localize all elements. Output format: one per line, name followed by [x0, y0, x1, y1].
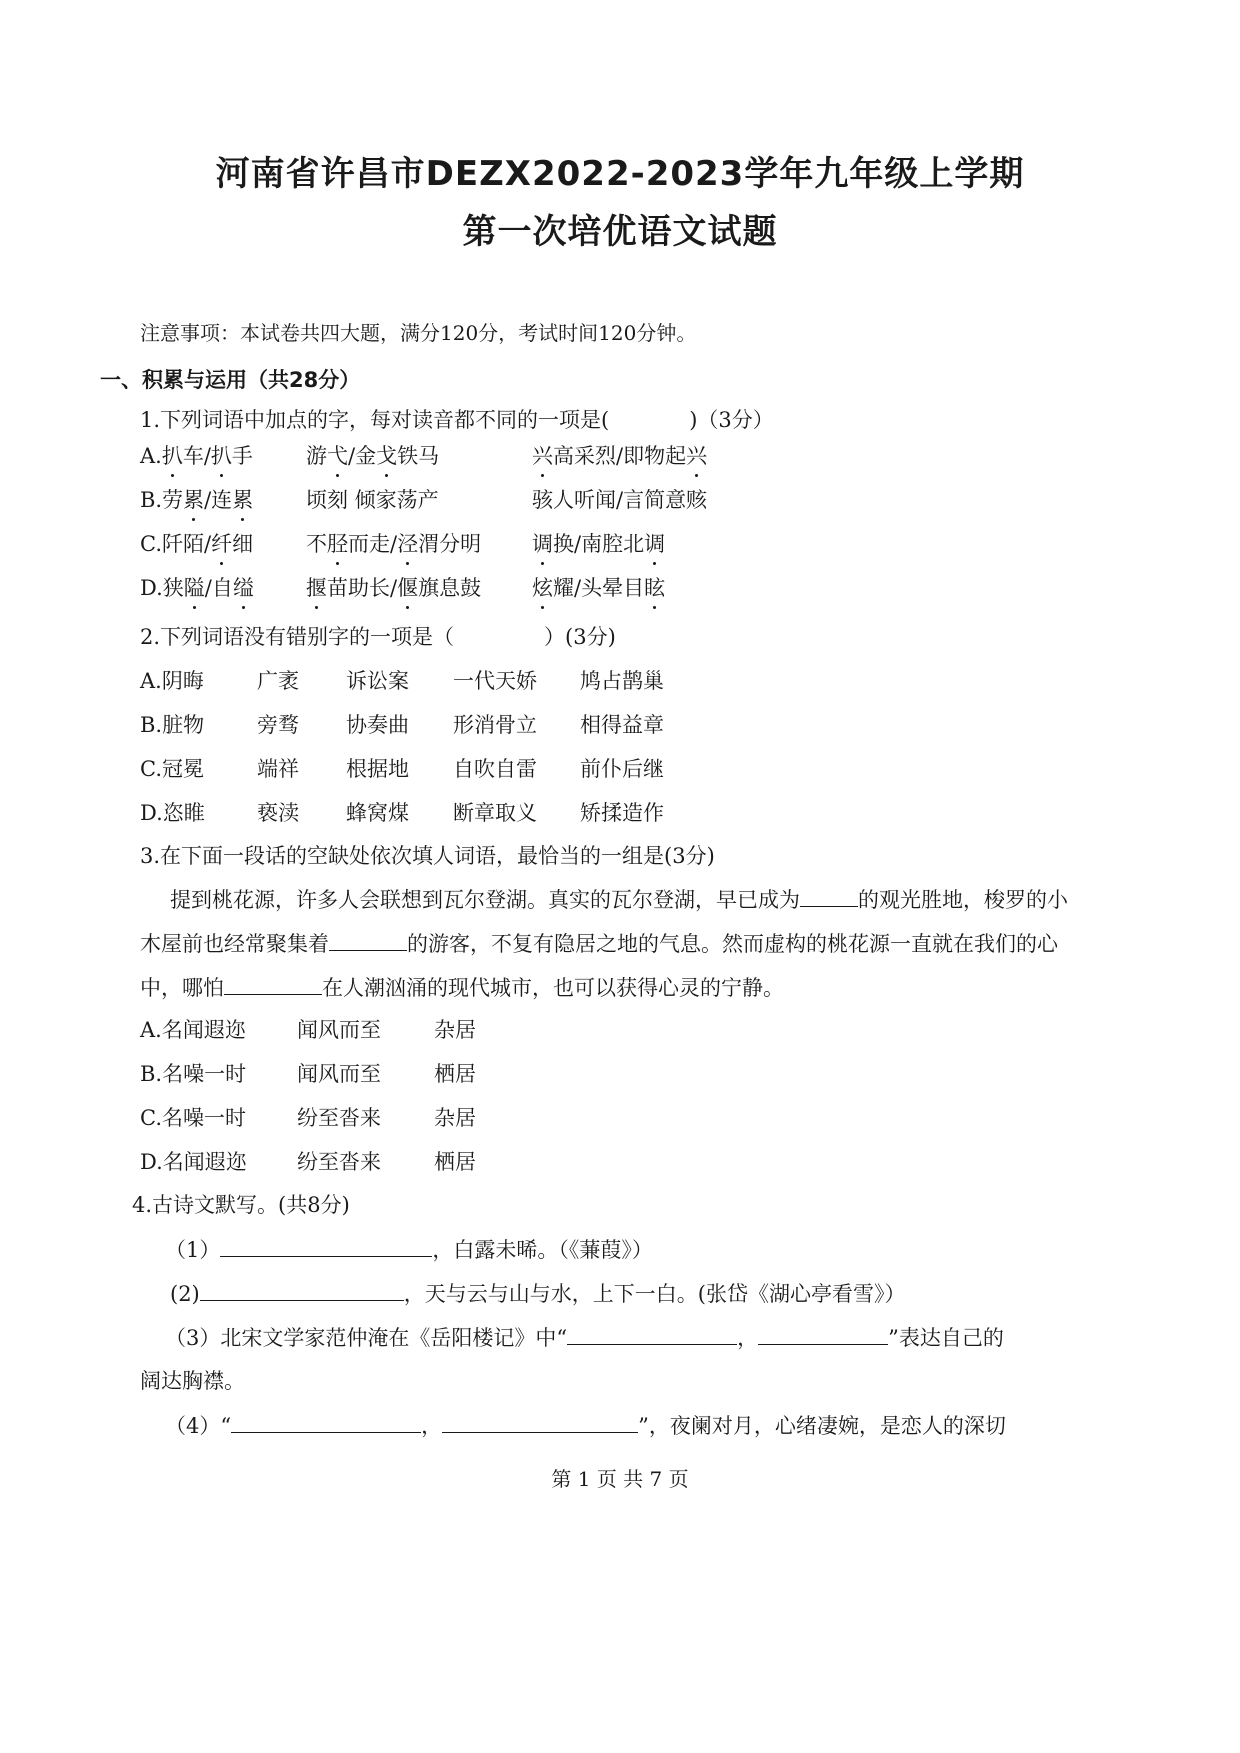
exam-title-line1: 河南省许昌市DEZX2022-2023学年九年级上学期	[215, 154, 1025, 194]
exam-notice: 注意事项：本试卷共四大题，满分120分，考试时间120分钟。	[140, 321, 697, 345]
dotted-char: 缢	[232, 576, 254, 600]
q1-option-c-word3	[532, 529, 665, 559]
option-cell: 端祥	[257, 757, 299, 781]
dotted-char: 揠	[306, 576, 327, 600]
word-text: 换/南腔北	[553, 532, 645, 556]
option-cell: 相得益章	[580, 713, 664, 737]
word-text: 顷刻 倾	[306, 488, 376, 512]
q1-option-c-word2	[306, 529, 481, 559]
dotted-char: 调	[532, 532, 553, 556]
q4-sub3	[165, 1322, 1004, 1353]
option-cell: 诉讼案	[346, 669, 409, 693]
word-text: 苗助长/	[327, 576, 398, 600]
q1-option-d-word3	[532, 573, 665, 603]
word-text: 阡陌/	[162, 532, 212, 556]
sub-text: ，	[737, 1326, 759, 1350]
sub-text: ，	[421, 1414, 443, 1438]
q3-passage-line1	[170, 884, 1068, 915]
option-cell: 纷至沓来	[297, 1150, 381, 1174]
dotted-char: 扒	[210, 444, 232, 468]
fill-blank[interactable]	[758, 1322, 888, 1345]
word-text: 手	[231, 444, 253, 468]
option-cell: 杂居	[434, 1106, 476, 1130]
passage-text: 木屋前也经常聚集着	[140, 932, 329, 956]
word-text: 劳	[162, 488, 184, 512]
question-3-stem: 3.在下面一段话的空缺处依次填人词语，最恰当的一组是(3分)	[140, 844, 715, 868]
sub-text: （3）北宋文学家范仲淹在《岳阳楼记》中“	[165, 1326, 568, 1350]
question-4-stem: 4.古诗文默写。(共8分)	[132, 1193, 350, 1217]
dotted-char: 调	[644, 532, 666, 556]
word-text: 耀/头晕目	[553, 576, 645, 600]
dotted-char: 眩	[644, 576, 666, 600]
option-cell: 栖居	[434, 1150, 476, 1174]
q1-option-b-word2	[306, 485, 439, 515]
option-cell: 闻风而至	[297, 1018, 381, 1042]
q4-sub3-continued: 阔达胸襟。	[140, 1369, 245, 1393]
q1-stem-tail: )（3分）	[689, 408, 774, 432]
sub-text: ”，夜阑对月，心绪凄婉，是恋人的深切	[638, 1414, 1006, 1438]
dotted-char: 累	[183, 488, 205, 512]
option-cell: 根据地	[346, 757, 409, 781]
question-1-stem	[140, 405, 774, 435]
dotted-char: 胫	[327, 532, 348, 556]
option-cell: 前仆后继	[580, 757, 664, 781]
passage-text: 中，哪怕	[140, 976, 224, 1000]
passage-text: 的游客，不复有隐居之地的气息。然而虚构的桃花源一直就在我们的心	[407, 932, 1058, 956]
exam-title-line2: 第一次培优语文试题	[462, 212, 778, 252]
word-text: 铁马	[397, 444, 440, 468]
option-cell: C.冠冕	[140, 757, 204, 781]
option-cell: C.名噪一时	[140, 1106, 246, 1130]
option-cell: 蜂窝煤	[346, 801, 409, 825]
q3-passage-line2	[140, 928, 1058, 959]
dotted-char: 兴	[686, 444, 708, 468]
sub-text: ，白露未晞。（《蒹葭》）	[432, 1238, 653, 1262]
word-text: /连	[204, 488, 233, 512]
option-cell: 形消骨立	[453, 713, 537, 737]
option-label: A.	[140, 444, 162, 468]
option-cell: B.脏物	[140, 713, 205, 737]
option-cell: D.名闻遐迩	[140, 1150, 247, 1174]
fill-blank[interactable]	[224, 972, 322, 995]
option-cell: 矫揉造作	[580, 801, 664, 825]
page-footer: 第 1 页 共 7 页	[551, 1467, 689, 1491]
q1-option-a-word3	[532, 441, 707, 471]
word-text: 旗息鼓	[418, 576, 482, 600]
option-cell: A.名闻遐迩	[140, 1018, 246, 1042]
word-text: 狭	[162, 576, 184, 600]
q4-sub2	[170, 1278, 905, 1309]
option-label: B.	[140, 488, 163, 512]
option-cell: A.阴晦	[140, 669, 204, 693]
q2-stem-tail: ）(3分)	[544, 625, 616, 649]
fill-blank[interactable]	[220, 1234, 432, 1257]
sub-text: ，天与云与山与水，上下一白。(张岱《湖心亭看雪》）	[403, 1282, 906, 1306]
dotted-char: 炫	[532, 576, 553, 600]
q1-option-b	[140, 485, 253, 515]
option-cell: 杂居	[434, 1018, 476, 1042]
dotted-char: 戈	[376, 444, 398, 468]
section-heading: 一、积累与运用（共28分）	[100, 368, 361, 392]
q1-option-d-word2	[306, 573, 481, 603]
dotted-char: 弋	[327, 444, 348, 468]
option-cell: 自吹自雷	[453, 757, 537, 781]
q2-stem-text: 2.下列词语没有错别字的一项是（	[140, 625, 455, 649]
dotted-char: 泾	[397, 532, 419, 556]
sub-number: （1）	[165, 1238, 221, 1262]
q4-sub4	[165, 1410, 1006, 1441]
option-cell: 广袤	[257, 669, 299, 693]
option-cell: 亵渎	[257, 801, 299, 825]
word-text: 游	[306, 444, 327, 468]
dotted-char: 隘	[183, 576, 205, 600]
option-cell: 鸠占鹊巢	[580, 669, 664, 693]
option-cell: 旁骛	[257, 713, 299, 737]
word-text: 渭分明	[418, 532, 482, 556]
q1-option-a-word2	[306, 441, 439, 471]
q1-stem-text: 1.下列词语中加点的字，每对读音都不同的一项是(	[140, 408, 610, 432]
word-text: 而走/	[348, 532, 398, 556]
dotted-char: 偃	[397, 576, 419, 600]
q3-passage-line3	[140, 972, 784, 1003]
word-text: /金	[348, 444, 377, 468]
dotted-char: 累	[232, 488, 254, 512]
word-text: 不	[306, 532, 327, 556]
word-text: 细	[232, 532, 254, 556]
option-label: D.	[140, 576, 163, 600]
word-text: 车/	[182, 444, 211, 468]
dotted-char: 纤	[211, 532, 233, 556]
option-cell: B.名噪一时	[140, 1062, 247, 1086]
option-cell: 断章取义	[453, 801, 537, 825]
q1-option-a	[140, 441, 253, 471]
option-cell: 协奏曲	[346, 713, 409, 737]
fill-blank[interactable]	[442, 1410, 638, 1433]
q1-option-b-word3	[532, 485, 707, 515]
passage-text: 在人潮汹涌的现代城市，也可以获得心灵的宁静。	[322, 976, 784, 1000]
fill-blank[interactable]	[567, 1322, 737, 1345]
fill-blank[interactable]	[200, 1278, 404, 1301]
word-text: 高采烈/即物起	[553, 444, 687, 468]
option-cell: 闻风而至	[297, 1062, 381, 1086]
dotted-char: 扒	[161, 444, 183, 468]
option-cell: D.恣睢	[140, 801, 205, 825]
fill-blank[interactable]	[800, 884, 858, 907]
q1-option-d	[140, 573, 254, 603]
word-text: 骇人听闻/言简意赅	[532, 488, 708, 512]
question-2-stem	[140, 622, 616, 652]
passage-text: 提到桃花源，许多人会联想到瓦尔登湖。真实的瓦尔登湖，早已成为	[170, 888, 800, 912]
word-text: 家荡产	[375, 488, 439, 512]
word-text: /自	[204, 576, 233, 600]
sub-number: （4）“	[165, 1414, 232, 1438]
option-cell: 纷至沓来	[297, 1106, 381, 1130]
sub-number: (2)	[170, 1282, 200, 1306]
q4-sub1	[165, 1234, 653, 1265]
sub-text: ”表达自己的	[888, 1326, 1004, 1350]
q1-option-c	[140, 529, 253, 559]
option-cell: 栖居	[434, 1062, 476, 1086]
fill-blank[interactable]	[329, 928, 407, 951]
dotted-char: 兴	[532, 444, 553, 468]
fill-blank[interactable]	[231, 1410, 421, 1433]
passage-text: 的观光胜地，梭罗的小	[858, 888, 1068, 912]
option-label: C.	[140, 532, 162, 556]
option-cell: 一代天娇	[453, 669, 537, 693]
